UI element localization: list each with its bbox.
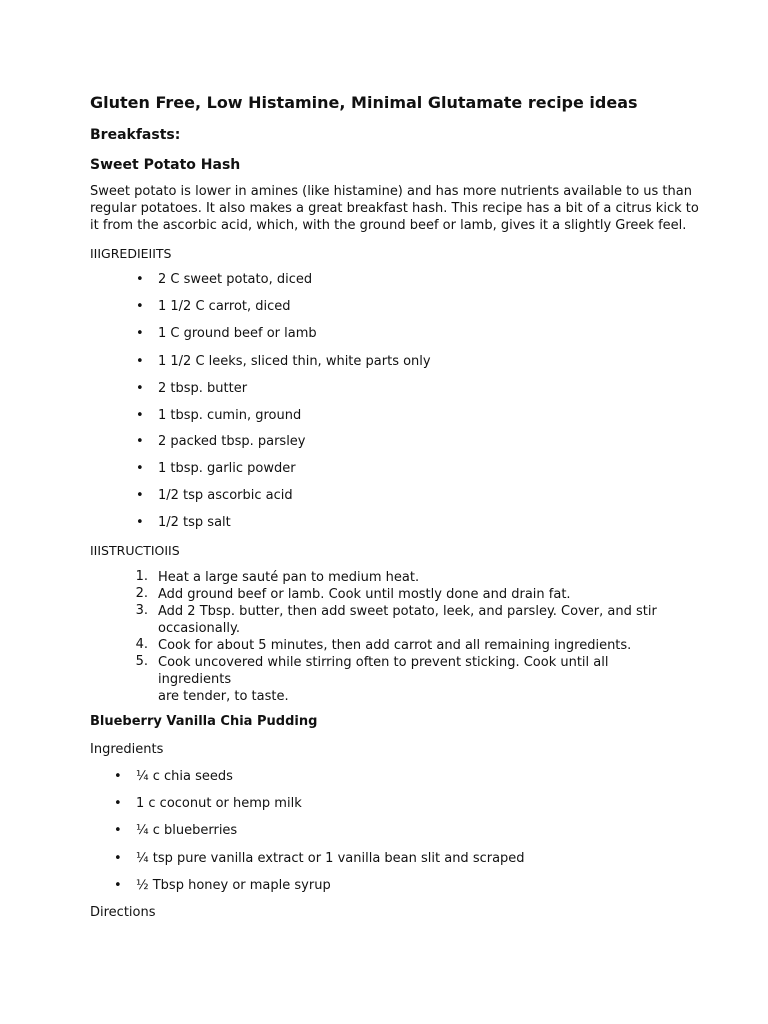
ingredients-label: IIIGREDIEIITS: [90, 246, 172, 261]
document-title: Gluten Free, Low Histamine, Minimal Glutamate recipe ideas: [90, 93, 638, 112]
directions-label: Directions: [90, 905, 156, 920]
instructions-label: IIISTRUCTIOIIS: [90, 543, 180, 558]
section-heading-breakfasts: Breakfasts:: [90, 127, 181, 143]
intro-line: regular potatoes. It also makes a great breakfast hash. This recipe has a bit of a citrus kick to: [90, 201, 699, 216]
intro-line: it from the ascorbic acid, which, with the ground beef or lamb, gives it a slightly Greek feel.: [90, 218, 687, 233]
recipe-title-sweet-potato-hash: Sweet Potato Hash: [90, 157, 241, 173]
ingredients-label-2: Ingredients: [90, 742, 164, 757]
recipe-title-chia-pudding: Blueberry Vanilla Chia Pudding: [90, 714, 318, 729]
intro-line: Sweet potato is lower in amines (like histamine) and has more nutrients available to us than: [90, 184, 692, 199]
